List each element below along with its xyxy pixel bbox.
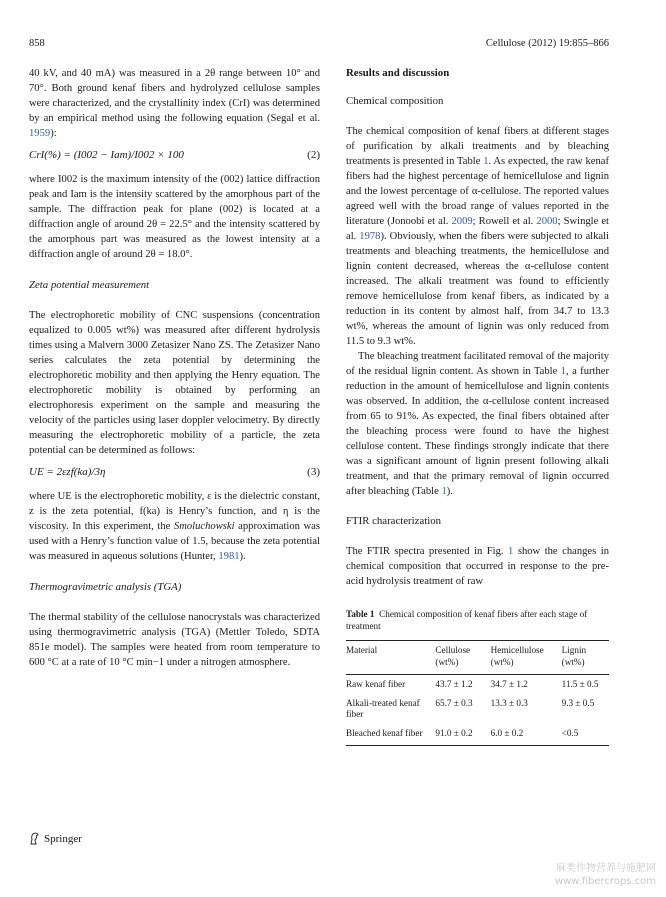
table-link[interactable]: 1 [441, 486, 447, 497]
equation-3 [29, 465, 320, 480]
table-link[interactable]: 1 [483, 156, 489, 167]
column-header-cellulose: Cellulose (wt%) [435, 641, 490, 675]
chemical-paragraph-1: The chemical composition of kenaf fibers at different stages of purification by alkali treatments and by bleaching treatments is presented in Table 1. As expected, the raw kenaf fibers had the highest percentage of hemicellulose and lignin and the lowest percentage of α-cellulose. The reported values agreed well with the broad range of values reported in the literature (Jonoobi et al. 2009; Rowell et al. 2000; Swingle et al. 1978). Obviously, when the fibers were subjected to alkali treatments and bleaching treatments, the hemicellulose and lignin content decreased, whereas the α-cellulose content increased. The alkali treatment was found to efficiently remove hemicellulose from kenaf fibers, as indicated by a reduction in its content by almost half, from 34.7 to 13.3 wt%, whereas the amount of lignin was only reduced from 11.5 to 9.3 wt%. [346, 126, 610, 347]
zeta-heading: Zeta potential measurement [29, 279, 150, 291]
right-column [346, 66, 609, 746]
journal-citation: Cellulose (2012) 19:855–866 [485, 38, 609, 49]
table-cell: 6.0 ± 0.2 [491, 724, 562, 746]
ftir-heading: FTIR characterization [346, 515, 442, 527]
table-cell: 43.7 ± 1.2 [435, 679, 473, 689]
tga-paragraph: The thermal stability of the cellulose nanocrystals was characterized using thermogravimetric analysis (TGA) (Mettler Toledo, SDTA 851e model). The samples were heated from room temperature to 600 °C at a rate of 10 °C min−1 under a nitrogen atmosphere. [29, 612, 320, 668]
table-cell: 11.5 ± 0.5 [561, 679, 599, 689]
watermark-line-2: www.fibercrops.com [554, 876, 656, 887]
ref-link-segal[interactable]: 1959 [29, 128, 51, 139]
table-link[interactable]: 1 [560, 366, 567, 377]
henry-paragraph: where UE is the electrophoretic mobility, ε is the dielectric constant, z is the zeta potential, f(ka) is Henry’s function, and η is the viscosity. In this experiment, the Smoluchowski approximation was used with a Henry’s function value of 1.5, because the zeta potential was measured in aqueous solutions (Hunter, 1981). [29, 491, 320, 562]
tga-heading: Thermogravimetric analysis (TGA) [29, 581, 182, 593]
table-row [346, 675, 609, 694]
results-heading: Results and discussion [346, 67, 450, 79]
chemical-paragraph-2: The bleaching treatment facilitated removal of the majority of the residual lignin content. As shown in Table 1, a further reduction in the amount of hemicellulose and lignin contents was observed. In addition, the α-cellulose content increased from 65 to 91%. As expected, the final fibers obtained after the bleaching process were found to have the highest cellulose content. These findings strongly indicate that there was a significant amount of lignin present following alkali treatment, and that the primary removal of lignin occurred after bleaching (Table 1). [346, 351, 609, 497]
chemical-composition-heading: Chemical composition [346, 95, 444, 107]
publisher-name: Springer [44, 832, 82, 845]
table-cell: Raw kenaf fiber [346, 679, 406, 689]
crystallinity-paragraph: where I002 is the maximum intensity of the (002) lattice diffraction peak and Iam is the intensity scattered by the amorphous part of the sample. The diffraction peak for plane (002) is located at a diffraction angle of around 2θ = 22.5° and the intensity scattered by the amorphous part was measured as the lowest intensity at a diffraction angle of around 2θ = 18.0°. [29, 174, 320, 260]
table-row [346, 724, 609, 746]
column-header-hemicellulose: Hemicellulose (wt%) [491, 641, 562, 675]
left-column [29, 66, 320, 670]
ref-link-hunter[interactable]: 1981 [218, 551, 240, 562]
table-1 [346, 608, 609, 746]
watermark-line-1: 麻类作物营养与施肥网 [556, 863, 656, 874]
equation-2-formula: CrI(%) = (I002 − Iam)/I002 × 100 [29, 149, 184, 161]
equation-2-number: (2) [307, 149, 320, 161]
table-cell: <0.5 [562, 724, 609, 746]
table-cell: 34.7 ± 1.2 [490, 679, 528, 689]
table-cell: 13.3 ± 0.3 [490, 697, 528, 708]
table-cell: 9.3 ± 0.5 [561, 697, 595, 708]
watermark [555, 862, 656, 888]
figure-link[interactable]: 1 [508, 546, 514, 557]
page-number: 858 [29, 38, 45, 49]
ref-link-jonoobi[interactable]: 2009 [451, 216, 473, 227]
composition-table [346, 640, 609, 746]
equation-2 [29, 148, 320, 163]
ftir-paragraph: The FTIR spectra presented in Fig. 1 show the changes in chemical composition that occurred in response to the pre-acid hydrolysis treatment of raw [346, 546, 609, 587]
ref-link-swingle[interactable]: 1978 [359, 231, 381, 242]
ref-link-rowell[interactable]: 2000 [536, 216, 558, 227]
table-caption: Table 1 Chemical composition of kenaf fibers after each stage of treatment [346, 609, 588, 631]
table-header-row [346, 641, 609, 675]
springer-horse-icon [29, 832, 40, 845]
column-header-lignin: Lignin (wt%) [562, 641, 609, 675]
table-row [346, 694, 609, 724]
equation-3-number: (3) [307, 466, 320, 478]
zeta-paragraph: The electrophoretic mobility of CNC suspensions (concentration equalized to 0.005 wt%) was measured after different hydrolysis times using a Malvern 3000 Zetasizer Nano ZS. The Zetasizer Nano series calculates the zeta potential by determining the electrophoretic mobility and then applying the Henry equation. The electrophoretic mobility is obtained by performing an electrophoresis experiment on the sample and measuring the velocity of the particles using laser doppler velocimetry. By directly measuring the electrophoretic mobility of a particle, the zeta potential can be determined as follows: [29, 310, 320, 456]
table-cell: Alkali-treated kenaf fiber [346, 697, 420, 719]
table-cell: 65.7 ± 0.3 [435, 697, 473, 708]
equation-3-formula: UE = 2εzf(ka)/3η [29, 466, 106, 478]
table-cell: Bleached kenaf fiber [346, 724, 435, 746]
intro-paragraph: 40 kV, and 40 mA) was measured in a 2θ range between 10° and 70°. Both ground kenaf fibers and hydrolyzed cellulose samples were characterized, and the crystallinity index (CrI) was determined by an empirical method using the following equation (Segal et al. 1959): [29, 68, 320, 139]
column-header-material: Material [346, 641, 435, 675]
table-cell: 91.0 ± 0.2 [435, 724, 490, 746]
footer [29, 832, 82, 845]
